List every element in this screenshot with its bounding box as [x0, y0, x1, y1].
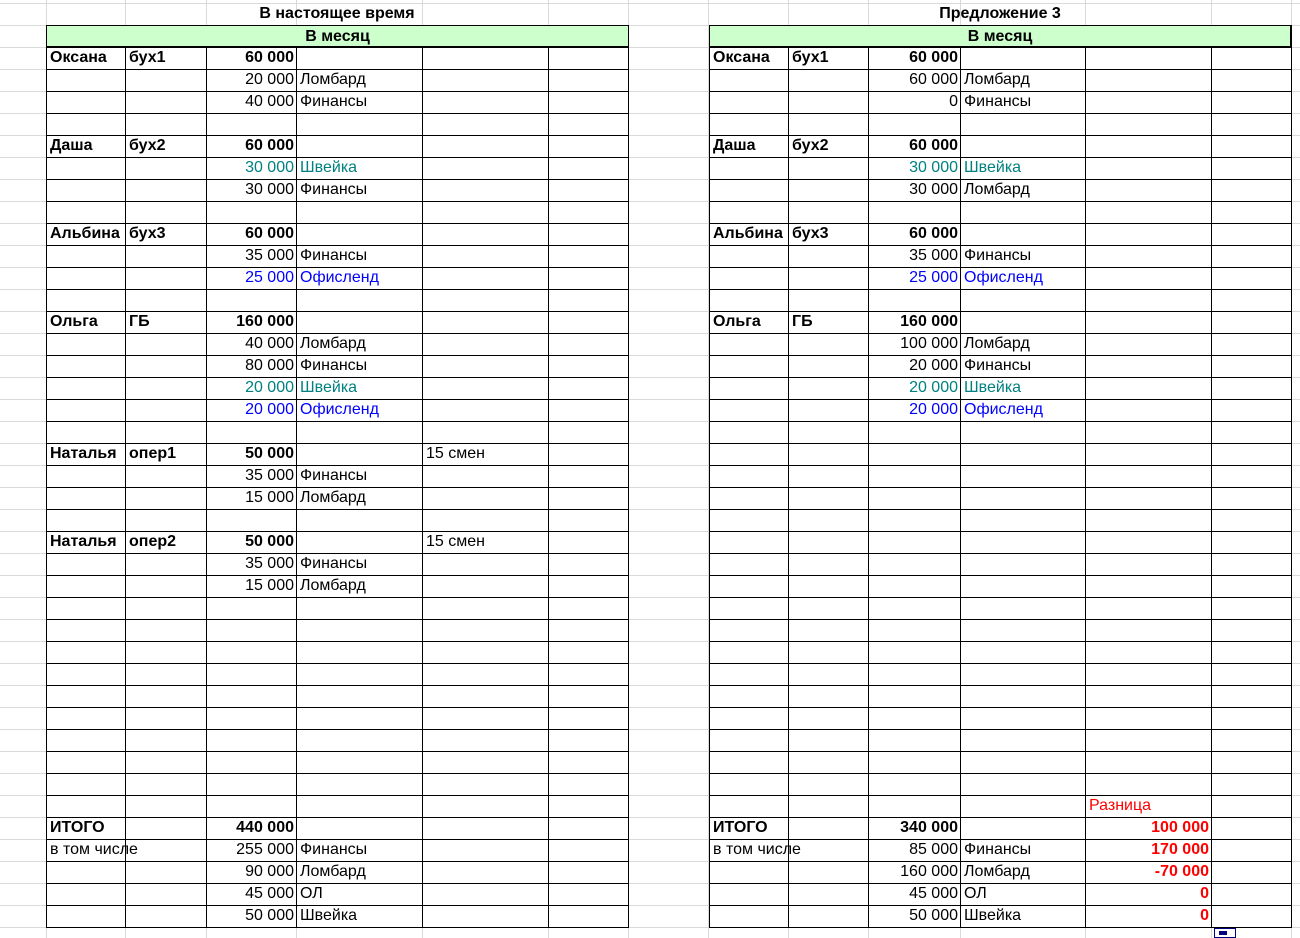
- left-label-cell[interactable]: Финансы: [300, 247, 368, 264]
- right-row-border: [709, 729, 1292, 730]
- left-amount-cell[interactable]: 35 000: [245, 555, 294, 572]
- left-column-border: [46, 25, 47, 927]
- right-row-border: [709, 685, 1292, 686]
- left-column-border: [628, 25, 629, 927]
- right-row-border: [709, 751, 1292, 752]
- right-amount-cell[interactable]: 20 000: [909, 357, 958, 374]
- right-amount-cell[interactable]: 50 000: [909, 907, 958, 924]
- right-label-cell[interactable]: Офисленд: [964, 269, 1043, 286]
- left-subheader[interactable]: В месяц: [46, 25, 629, 47]
- left-amount-cell[interactable]: 60 000: [245, 225, 294, 242]
- left-amount-cell[interactable]: 15 000: [245, 577, 294, 594]
- right-amount-cell[interactable]: 60 000: [909, 49, 958, 66]
- left-role-cell[interactable]: опер2: [129, 533, 177, 550]
- right-diff-cell[interactable]: -70 000: [1154, 863, 1209, 880]
- left-amount-cell[interactable]: 20 000: [245, 401, 294, 418]
- left-amount-cell[interactable]: 40 000: [245, 93, 294, 110]
- left-label-cell[interactable]: Финансы: [300, 555, 368, 572]
- left-row-border: [46, 641, 629, 642]
- right-label-cell[interactable]: Швейка: [964, 907, 1022, 924]
- left-amount-cell[interactable]: 20 000: [245, 71, 294, 88]
- left-name-cell[interactable]: в том числе: [50, 841, 138, 858]
- right-column-border: [1211, 25, 1212, 927]
- left-row-border: [46, 201, 629, 202]
- left-amount-cell[interactable]: 60 000: [245, 137, 294, 154]
- right-diff-cell[interactable]: 0: [1200, 907, 1209, 924]
- left-row-border: [46, 729, 629, 730]
- left-label-cell[interactable]: Швейка: [300, 379, 358, 396]
- right-name-cell[interactable]: Ольга: [713, 313, 761, 330]
- right-row-border: [709, 927, 1292, 928]
- left-role-cell[interactable]: опер1: [129, 445, 177, 462]
- right-name-cell[interactable]: Альбина: [713, 225, 783, 242]
- right-row-border: [709, 553, 1292, 554]
- left-amount-cell[interactable]: 80 000: [245, 357, 294, 374]
- right-title[interactable]: Предложение 3: [939, 5, 1061, 22]
- left-row-border: [46, 927, 629, 928]
- right-row-border: [709, 201, 1292, 202]
- right-row-border: [709, 663, 1292, 664]
- left-role-cell[interactable]: бух3: [129, 225, 166, 242]
- autofill-options-icon[interactable]: [1214, 928, 1236, 938]
- left-amount-cell[interactable]: 20 000: [245, 379, 294, 396]
- left-amount-cell[interactable]: 255 000: [236, 841, 294, 858]
- left-amount-cell[interactable]: 45 000: [245, 885, 294, 902]
- left-column-border: [548, 25, 549, 927]
- left-role-cell[interactable]: ГБ: [129, 313, 150, 330]
- left-role-cell[interactable]: бух1: [129, 49, 166, 66]
- right-column-border: [709, 25, 710, 927]
- left-row-border: [46, 509, 629, 510]
- left-label-cell[interactable]: Финансы: [300, 357, 368, 374]
- right-label-cell[interactable]: Офисленд: [964, 401, 1043, 418]
- right-role-cell[interactable]: бух3: [792, 225, 829, 242]
- right-label-cell[interactable]: Финансы: [964, 357, 1032, 374]
- left-name-cell[interactable]: Наталья: [50, 533, 117, 550]
- right-name-cell[interactable]: Даша: [713, 137, 756, 154]
- right-amount-cell[interactable]: 60 000: [909, 71, 958, 88]
- left-amount-cell[interactable]: 50 000: [245, 445, 294, 462]
- right-row-border: [709, 465, 1292, 466]
- right-label-cell[interactable]: Ломбард: [964, 181, 1030, 198]
- right-role-cell[interactable]: бух2: [792, 137, 829, 154]
- right-column-border: [1291, 25, 1292, 927]
- left-label-cell[interactable]: Ломбард: [300, 71, 366, 88]
- right-label-cell[interactable]: Швейка: [964, 379, 1022, 396]
- right-amount-cell[interactable]: 160 000: [900, 313, 958, 330]
- right-label-cell[interactable]: Финансы: [964, 247, 1032, 264]
- right-row-border: [709, 421, 1292, 422]
- left-name-cell[interactable]: Альбина: [50, 225, 120, 242]
- left-name-cell[interactable]: Оксана: [50, 49, 107, 66]
- left-row-border: [46, 597, 629, 598]
- right-label-cell[interactable]: ОЛ: [964, 885, 987, 902]
- right-label-cell[interactable]: Финансы: [964, 841, 1032, 858]
- right-row-border: [709, 619, 1292, 620]
- left-row-border: [46, 751, 629, 752]
- right-label-cell[interactable]: Ломбард: [964, 863, 1030, 880]
- right-role-cell[interactable]: ГБ: [792, 313, 813, 330]
- left-label-cell[interactable]: Ломбард: [300, 577, 366, 594]
- right-amount-cell[interactable]: 160 000: [900, 863, 958, 880]
- left-label-cell[interactable]: Офисленд: [300, 401, 379, 418]
- left-label-cell[interactable]: Ломбард: [300, 863, 366, 880]
- right-diff-label-cell[interactable]: Разница: [1089, 797, 1152, 814]
- right-name-cell[interactable]: ИТОГО: [713, 819, 768, 836]
- right-label-cell[interactable]: Финансы: [964, 93, 1032, 110]
- left-amount-cell[interactable]: 35 000: [245, 247, 294, 264]
- right-row-border: [709, 289, 1292, 290]
- right-amount-cell[interactable]: 35 000: [909, 247, 958, 264]
- left-row-border: [46, 795, 629, 796]
- right-diff-cell[interactable]: 0: [1200, 885, 1209, 902]
- left-label-cell[interactable]: ОЛ: [300, 885, 323, 902]
- left-row-border: [46, 663, 629, 664]
- left-label-cell[interactable]: Ломбард: [300, 335, 366, 352]
- right-row-border: [709, 113, 1292, 114]
- right-label-cell[interactable]: Швейка: [964, 159, 1022, 176]
- right-role-cell[interactable]: бух1: [792, 49, 829, 66]
- right-column-border: [788, 25, 789, 927]
- left-amount-cell[interactable]: 35 000: [245, 467, 294, 484]
- right-row-border: [709, 531, 1292, 532]
- left-label-cell[interactable]: Офисленд: [300, 269, 379, 286]
- right-diff-cell[interactable]: 170 000: [1151, 841, 1209, 858]
- left-amount-cell[interactable]: 160 000: [236, 313, 294, 330]
- right-row-border: [709, 509, 1292, 510]
- left-amount-cell[interactable]: 30 000: [245, 181, 294, 198]
- right-label-cell[interactable]: Ломбард: [964, 335, 1030, 352]
- right-amount-cell[interactable]: 100 000: [900, 335, 958, 352]
- left-title[interactable]: В настоящее время: [259, 5, 415, 22]
- left-label-cell[interactable]: Финансы: [300, 841, 368, 858]
- right-amount-cell[interactable]: 25 000: [909, 269, 958, 286]
- right-row-border: [709, 707, 1292, 708]
- left-amount-cell[interactable]: 90 000: [245, 863, 294, 880]
- left-note-cell[interactable]: 15 смен: [426, 533, 485, 550]
- right-name-cell[interactable]: в том числе: [713, 841, 801, 858]
- right-amount-cell[interactable]: 30 000: [909, 159, 958, 176]
- right-name-cell[interactable]: Оксана: [713, 49, 770, 66]
- left-label-cell[interactable]: Швейка: [300, 907, 358, 924]
- left-row-border: [46, 773, 629, 774]
- right-amount-cell[interactable]: 85 000: [909, 841, 958, 858]
- left-amount-cell[interactable]: 40 000: [245, 335, 294, 352]
- right-row-border: [709, 487, 1292, 488]
- left-name-cell[interactable]: Ольга: [50, 313, 98, 330]
- right-amount-cell[interactable]: 340 000: [900, 819, 958, 836]
- left-amount-cell[interactable]: 440 000: [236, 819, 294, 836]
- right-row-border: [709, 575, 1292, 576]
- left-label-cell[interactable]: Финансы: [300, 181, 368, 198]
- right-subheader[interactable]: В месяц: [709, 25, 1291, 47]
- left-amount-cell[interactable]: 30 000: [245, 159, 294, 176]
- right-amount-cell[interactable]: 0: [949, 93, 958, 110]
- right-label-cell[interactable]: Ломбард: [964, 71, 1030, 88]
- left-column-border: [125, 25, 126, 927]
- left-row-border: [46, 113, 629, 114]
- right-amount-cell[interactable]: 45 000: [909, 885, 958, 902]
- right-row-border: [709, 641, 1292, 642]
- left-row-border: [46, 707, 629, 708]
- right-amount-cell[interactable]: 20 000: [909, 401, 958, 418]
- left-role-cell[interactable]: бух2: [129, 137, 166, 154]
- left-name-cell[interactable]: ИТОГО: [50, 819, 105, 836]
- right-row-border: [709, 597, 1292, 598]
- right-amount-cell[interactable]: 60 000: [909, 225, 958, 242]
- left-row-border: [46, 421, 629, 422]
- left-row-border: [46, 685, 629, 686]
- left-amount-cell[interactable]: 25 000: [245, 269, 294, 286]
- left-row-border: [46, 289, 629, 290]
- left-amount-cell[interactable]: 50 000: [245, 907, 294, 924]
- left-amount-cell[interactable]: 60 000: [245, 49, 294, 66]
- left-label-cell[interactable]: Ломбард: [300, 489, 366, 506]
- left-label-cell[interactable]: Финансы: [300, 93, 368, 110]
- left-amount-cell[interactable]: 15 000: [245, 489, 294, 506]
- right-diff-cell[interactable]: 100 000: [1151, 819, 1209, 836]
- left-name-cell[interactable]: Даша: [50, 137, 93, 154]
- right-amount-cell[interactable]: 30 000: [909, 181, 958, 198]
- left-amount-cell[interactable]: 50 000: [245, 533, 294, 550]
- left-note-cell[interactable]: 15 смен: [426, 445, 485, 462]
- left-row-border: [46, 619, 629, 620]
- left-label-cell[interactable]: Финансы: [300, 467, 368, 484]
- left-label-cell[interactable]: Швейка: [300, 159, 358, 176]
- left-name-cell[interactable]: Наталья: [50, 445, 117, 462]
- right-amount-cell[interactable]: 60 000: [909, 137, 958, 154]
- right-row-border: [709, 443, 1292, 444]
- right-row-border: [709, 773, 1292, 774]
- right-amount-cell[interactable]: 20 000: [909, 379, 958, 396]
